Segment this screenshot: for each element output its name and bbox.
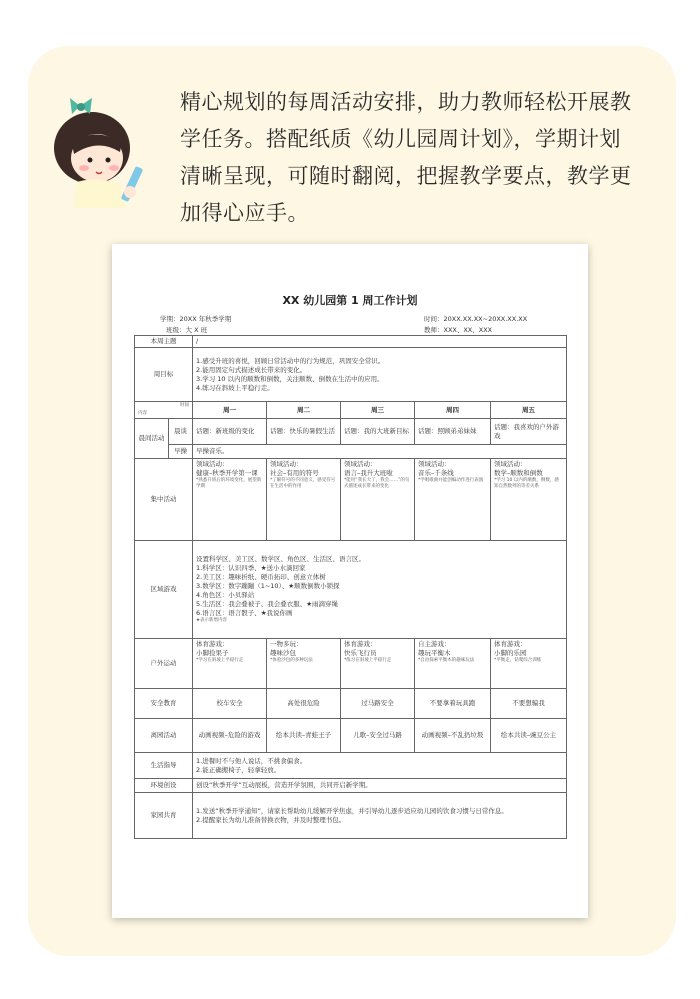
outdoor-cell: [267, 639, 341, 689]
outdoor-note: *体验沙包的多种玩法: [270, 658, 313, 663]
weekly-plan-document: [112, 244, 588, 918]
teachers-text: 教师：XXX、XX、XXX: [424, 326, 493, 334]
days-header-row: [135, 402, 567, 419]
day-header-tue: 周二: [267, 402, 341, 419]
focus-note: *学唱歌曲并能创编动作进行表演: [418, 478, 484, 483]
focus-type: 领域活动：: [494, 460, 527, 468]
goal-item: 3.学习 10 以内的顺数和倒数，关注顺数、倒数在生活中的应用。: [196, 374, 384, 383]
outdoor-type: 体育游戏：: [494, 640, 527, 648]
outdoor-cell: [193, 639, 267, 689]
focus-type: 领域活动：: [418, 460, 451, 468]
talk-label: 晨谈: [169, 419, 193, 445]
goals-label: 周目标: [135, 348, 193, 402]
focus-cell: [193, 459, 267, 541]
safety-cell: 不要想骗我: [491, 689, 567, 719]
safety-cell: 过马路安全: [341, 689, 415, 719]
day-header-wed: 周三: [341, 402, 415, 419]
intro-line: 加得心应手。: [180, 201, 309, 225]
focus-name: 健康–秋季开学第一课: [196, 469, 258, 477]
area-label: 区域游戏: [135, 541, 193, 639]
safety-label: 安全教育: [135, 689, 193, 719]
outdoor-name: 趣味沙包: [270, 649, 296, 657]
area-row: [135, 541, 567, 639]
time-content-header: [135, 402, 193, 419]
outdoor-cell: [491, 639, 567, 689]
focus-cell: [491, 459, 567, 541]
focus-name: 社会–有用的符号: [270, 469, 319, 477]
exercise-label: 早操: [169, 445, 193, 459]
morning-label: 晨间活动: [135, 419, 169, 459]
area-item: 4.角色区：小贝驿站: [196, 591, 255, 599]
exercise-value: 早操音乐。: [193, 445, 567, 459]
focus-note: *能用“我长大了，我会……”的句式描述成长带来的变化: [344, 478, 410, 489]
env-label: 环境创设: [135, 779, 193, 793]
safety-cell: 不要拿着玩具跑: [415, 689, 491, 719]
area-cell: [193, 541, 567, 639]
outdoor-label: 户外运动: [135, 639, 193, 689]
goals-row: [135, 348, 567, 402]
intro-line: 学任务。搭配纸质《幼儿园周计划》，学期计划: [180, 127, 621, 151]
area-item: 5.生活区：我会叠被子、我会叠衣服、★雨滴穿绳: [196, 600, 339, 608]
focus-type: 领域活动：: [344, 460, 377, 468]
outdoor-name: 小脚的乐园: [494, 649, 527, 657]
content-header-label: 内容: [138, 411, 147, 416]
outdoor-type: 一物多玩：: [270, 640, 303, 648]
goal-item: 1.感受升班的喜悦，回顾日常活动中的行为规范，巩固安全常识。: [196, 356, 385, 365]
safety-cell: 高处很危险: [267, 689, 341, 719]
safety-row: [135, 689, 567, 719]
leave-cell: 儿歌–安全过马路: [341, 719, 415, 753]
outdoor-note: *自由探索平衡木的趣味玩法: [418, 658, 475, 663]
outdoor-name: 小脚捡果子: [196, 649, 229, 657]
theme-value: /: [193, 336, 567, 348]
semester-text: 学期：20XX 年秋季学期: [160, 315, 232, 323]
day-header-fri: 周五: [491, 402, 567, 419]
leave-cell: 动画视频–危险的游戏: [193, 719, 267, 753]
home-label: 家园共育: [135, 793, 193, 839]
life-row: [135, 753, 567, 779]
outdoor-note: *平衡走、钻爬综合训练: [494, 658, 542, 663]
area-item: 3.数学区：数字蹦蹦（1~10）、★顺数倒数小锁探: [196, 582, 340, 590]
focus-name: 语言–我升大班啦: [344, 469, 393, 477]
focus-type: 领域活动：: [270, 460, 303, 468]
outdoor-cell: [341, 639, 415, 689]
env-value: 创设“秋季开学”互动展板，营造开学氛围，共同开启新学期。: [193, 779, 567, 793]
area-note: ★表示新增内容: [196, 618, 228, 623]
home-cell: [193, 793, 567, 839]
intro-text: [180, 84, 650, 232]
goals-cell: [193, 348, 567, 402]
focus-cell: [267, 459, 341, 541]
goal-item: 4.练习在斜坡上平稳行走。: [196, 383, 274, 392]
outdoor-name: 趣玩平衡木: [418, 649, 451, 657]
life-item: 2.能正确搬椅子，轻拿轻放。: [196, 765, 281, 774]
day-header-thu: 周四: [415, 402, 491, 419]
leave-label: 离园活动: [135, 719, 193, 753]
theme-label: 本周主题: [135, 336, 193, 348]
focus-name: 音乐–千条线: [418, 469, 454, 477]
talk-cell: 话题：快乐的暑假生活: [267, 419, 341, 445]
talk-cell: 话题：新班级的变化: [193, 419, 267, 445]
time-header-label: 时间: [180, 403, 189, 408]
leave-row: [135, 719, 567, 753]
intro-line: 精心规划的每周活动安排，助力教师轻松开展教: [180, 90, 632, 114]
focus-name: 数学–顺数和倒数: [494, 469, 543, 477]
outdoor-name: 快乐飞行员: [344, 649, 377, 657]
focus-note: *熟悉升班后的环境变化，展望新学期: [196, 478, 262, 489]
outdoor-type: 体育游戏：: [344, 640, 377, 648]
leave-cell: 绘本共读–青蛙王子: [267, 719, 341, 753]
outdoor-note: *学习在斜坡上平稳行走: [196, 658, 244, 663]
day-header-mon: 周一: [193, 402, 267, 419]
document-title: XX 幼儿园第 1 周工作计划: [282, 294, 418, 307]
goal-item: 2.能用固定句式描述成长带来的变化。: [196, 365, 307, 374]
girl-mascot-icon: [42, 96, 162, 216]
time-text: 时间：20XX.XX.XX~20XX.XX.XX: [424, 315, 528, 323]
focus-note: *学习 10 以内的顺数、倒数，感知自然数列的等差关系: [494, 478, 559, 489]
home-item: 1.发送“秋季开学通知”，请家长帮助幼儿缓解开学焦虑，并引导幼儿逐步适应幼儿园的饮食习惯与日常作息。: [196, 806, 508, 815]
life-cell: [193, 753, 567, 779]
outdoor-cell: [415, 639, 491, 689]
focus-cell: [415, 459, 491, 541]
outdoor-type: 自主游戏：: [418, 640, 451, 648]
life-label: 生活指导: [135, 753, 193, 779]
home-item: 2.提醒家长为幼儿准备替换衣物，并及时整理书包。: [196, 815, 346, 824]
theme-row: [135, 336, 567, 348]
focus-type: 领域活动：: [196, 460, 229, 468]
talk-cell: 话题：我喜欢的户外游戏: [491, 419, 567, 445]
safety-cell: 校车安全: [193, 689, 267, 719]
area-item: 1.科学区：认识四季、★送小水滴回家: [196, 564, 306, 572]
focus-cell: [341, 459, 415, 541]
env-row: [135, 779, 567, 793]
home-row: [135, 793, 567, 839]
leave-cell: 动画视频–不乱扔垃圾: [415, 719, 491, 753]
life-item: 1.进餐时不与他人说话，不挑食偏食。: [196, 756, 307, 765]
exercise-row: [135, 445, 567, 459]
area-item: 6.语言区：语言骰子、★我说你画: [196, 609, 293, 617]
intro-line: 清晰呈现，可随时翻阅，把握教学要点，教学更: [180, 164, 632, 188]
focus-row: [135, 459, 567, 541]
class-text: 班级：大 X 班: [166, 326, 208, 334]
outdoor-note: *练习在斜坡上平稳行走: [344, 658, 392, 663]
leave-cell: 绘本共读–豌豆公主: [491, 719, 567, 753]
talk-cell: 话题：我的大班新目标: [341, 419, 415, 445]
plan-table: [134, 335, 567, 839]
outdoor-row: [135, 639, 567, 689]
focus-label: 集中活动: [135, 459, 193, 541]
outdoor-type: 体育游戏：: [196, 640, 229, 648]
talk-cell: 话题：照顾弟弟妹妹: [415, 419, 491, 445]
area-item: 设置科学区、美工区、数学区、角色区、生活区、语言区。: [196, 555, 365, 563]
talk-row: [135, 419, 567, 445]
area-item: 2.美工区：趣味折纸、硬币拓印、创意立体树: [196, 573, 326, 581]
focus-note: *了解符号的不同意义，感受符号在生活中的作用: [270, 478, 336, 489]
